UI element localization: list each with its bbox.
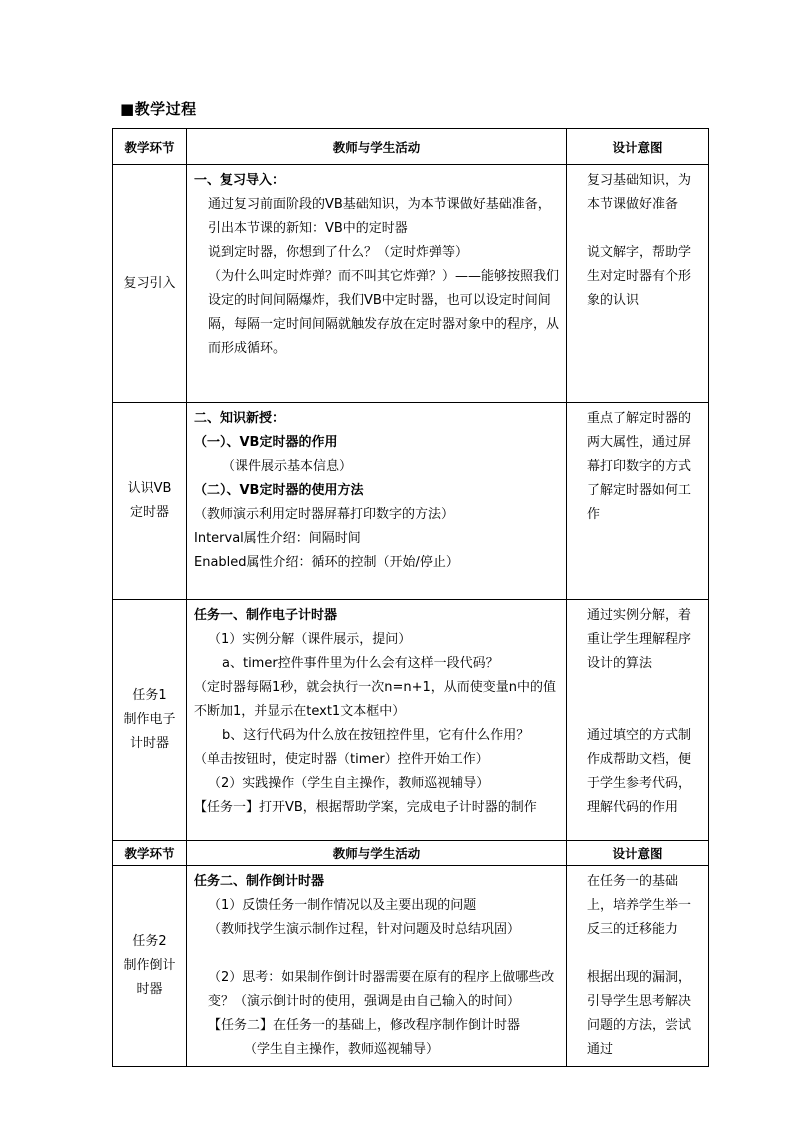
activity-line: 二、知识新授：	[194, 411, 286, 426]
design-line: 根据出现的漏洞，引导学生思考解决问题的方法，尝试通过	[587, 970, 692, 1057]
activity-line: Enabled属性介绍：循环的控制（开始/停止）	[194, 555, 459, 570]
activity-line: （为什么叫定时炸弹？而不叫其它炸弹？）——能够按照我们设定的时间间隔爆炸，我们VB中定时器，也可以设定时间间隔，每隔一定时间间隔就触发存放在定时器对象中的程序，从而形成循环。	[208, 269, 560, 356]
segment-label: 制作倒计	[123, 958, 176, 973]
activity-line: （1）反馈任务一制作情况以及主要出现的问题	[208, 898, 477, 913]
activity-line: 【任务一】打开VB，根据帮助学案，完成电子计时器的制作	[194, 800, 537, 815]
table-row	[113, 165, 709, 403]
activity-cell	[187, 403, 567, 600]
section-heading: ■教学过程	[120, 100, 197, 118]
activity-line: 任务一、制作电子计时器	[194, 608, 338, 623]
design-line	[573, 942, 702, 966]
activity-line: 【任务二】在任务一的基础上，修改程序制作倒计时器	[208, 1018, 521, 1033]
header-activity: 教师与学生活动	[187, 841, 567, 866]
segment-label: 复习引入	[123, 275, 176, 291]
header-design: 设计意图	[567, 841, 709, 866]
segment-label: 认识VB	[127, 481, 172, 496]
table-row	[113, 866, 709, 1067]
activity-line: （教师找学生演示制作过程，针对问题及时总结巩固）	[208, 922, 521, 937]
activity-line: 通过复习前面阶段的VB基础知识，为本节课做好基础准备，引出本节课的新知：VB中的定时器	[208, 197, 551, 236]
design-cell	[567, 866, 709, 1067]
header-design: 设计意图	[567, 129, 709, 165]
activity-line: （定时器每隔1秒，就会执行一次n=n+1，从而使变量n中的值不断加1，并显示在text1文本框中）	[194, 680, 557, 719]
activity-cell	[187, 165, 567, 403]
design-line	[573, 700, 702, 724]
teaching-process-table	[112, 128, 709, 1067]
segment-label: 时器	[136, 982, 163, 997]
activity-line: （教师演示利用定时器屏幕打印数字的方法）	[194, 507, 455, 522]
segment-cell	[113, 403, 187, 600]
segment-label: 制作电子	[123, 712, 176, 727]
activity-line: 一、复习导入：	[194, 173, 286, 188]
activity-line	[194, 942, 560, 966]
design-line: 重点了解定时器的两大属性，通过屏幕打印数字的方式了解定时器如何工作	[587, 411, 692, 522]
design-cell	[567, 403, 709, 600]
segment-cell	[113, 165, 187, 403]
activity-line: b、这行代码为什么放在按钮控件里，它有什么作用？	[222, 728, 530, 743]
activity-line: （1）实例分解（课件展示，提问）	[208, 632, 412, 647]
design-line: 复习基础知识，为本节课做好准备	[587, 173, 692, 212]
segment-cell	[113, 600, 187, 841]
activity-cell	[187, 600, 567, 841]
activity-line: （单击按钮时，使定时器（timer）控件开始工作）	[194, 752, 489, 767]
header-segment: 教学环节	[113, 129, 187, 165]
activity-line: （2）实践操作（学生自主操作，教师巡视辅导）	[208, 776, 490, 791]
activity-line: a、timer控件事件里为什么会有这样一段代码？	[222, 656, 499, 671]
activity-cell	[187, 866, 567, 1067]
design-cell	[567, 600, 709, 841]
table-row	[113, 600, 709, 841]
header-segment: 教学环节	[113, 841, 187, 866]
activity-line: 任务二、制作倒计时器	[194, 874, 325, 889]
segment-cell	[113, 866, 187, 1067]
activity-line: （一）、VB定时器的作用	[194, 435, 338, 450]
segment-label: 定时器	[129, 505, 169, 520]
design-line	[573, 217, 702, 241]
activity-line: （2）思考：如果制作倒计时器需要在原有的程序上做哪些改变？（演示倒计时的使用，强调是由自己输入的时间）	[208, 970, 555, 1009]
activity-line: Interval属性介绍：间隔时间	[194, 531, 361, 546]
segment-label: 计时器	[129, 736, 169, 751]
table-header-row	[113, 129, 709, 165]
table-header-row-repeat	[113, 841, 709, 866]
design-line: 通过实例分解，着重让学生理解程序设计的算法	[587, 608, 692, 671]
design-line	[573, 676, 702, 700]
table-row	[113, 403, 709, 600]
activity-line: 说到定时器，你想到了什么？（定时炸弹等）	[208, 245, 469, 260]
activity-line: （课件展示基本信息）	[222, 459, 353, 474]
activity-line: （学生自主操作，教师巡视辅导）	[244, 1042, 440, 1057]
activity-line: （二）、VB定时器的使用方法	[194, 483, 364, 498]
design-line: 通过填空的方式制作成帮助文档，便于学生参考代码，理解代码的作用	[587, 728, 692, 815]
segment-label: 任务1	[132, 688, 167, 703]
design-cell	[567, 165, 709, 403]
design-line: 说文解字，帮助学生对定时器有个形象的认识	[587, 245, 692, 308]
segment-label: 任务2	[132, 934, 167, 949]
header-activity: 教师与学生活动	[187, 129, 567, 165]
design-line: 在任务一的基础上，培养学生举一反三的迁移能力	[587, 874, 692, 937]
